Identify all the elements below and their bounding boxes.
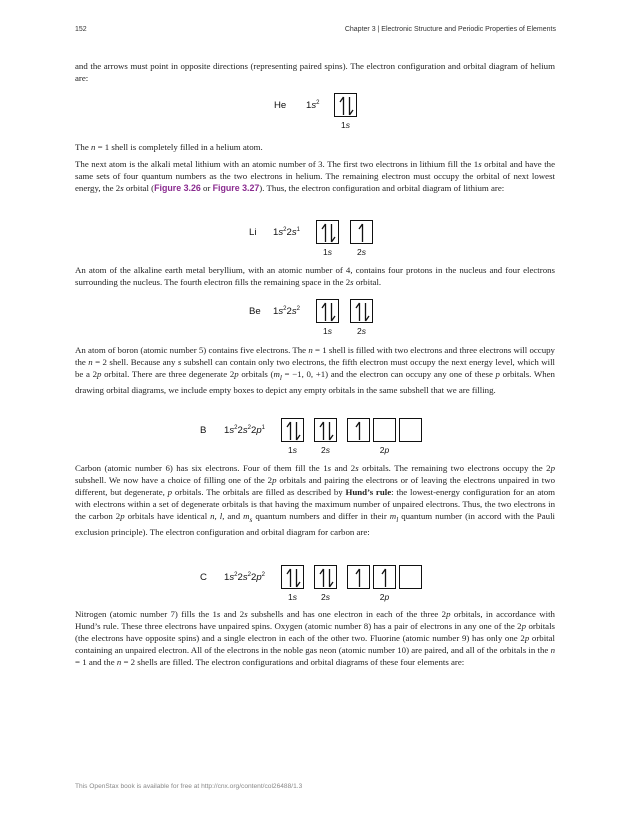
paragraph-beryllium: An atom of the alkaline earth metal beryllium, with an atomic number of 4, contains four protons in the nucleus and four electrons surrounding the nucleus. The fourth electron fills the remaining space in the 2s orbital. (75, 265, 555, 288)
electron-configuration: $1s^2$ (306, 100, 320, 112)
element-symbol: C (200, 572, 207, 583)
orbital-box-single (350, 220, 373, 244)
orbital-box-empty (399, 418, 422, 442)
orbital-diagram-boron (0, 418, 630, 458)
subshell-label: 2s (321, 592, 330, 602)
orbital-box-empty (373, 418, 396, 442)
orbital-diagram-beryllium (0, 299, 630, 339)
orbital-diagram-carbon (0, 565, 630, 605)
orbital-box-single (373, 565, 396, 589)
paragraph-carbon: Carbon (atomic number 6) has six electrons. Four of them fill the 1s and 2s orbitals. The remaining two electrons occupy the 2p subshell. We now have a choice of filling one of the 2p orbitals and pairing the electrons or of leaving the electrons unpaired in two different, but degenerate, p orbitals. The orbitals are filled as described by Hund’s rule: the lowest-energy configuration for an atom with electrons within a set of degenerate orbitals is that having the maximum number of unpaired electrons. Thus, the two electrons in the carbon 2p orbitals have identical n, l, and $m_s$ quantum numbers and differ in their $m_l$ quantum number (in accord with the Pauli exclusion principle). The electron configuration and orbital diagram for carbon are: (75, 463, 556, 538)
link-figure-3-26[interactable]: Figure 3.26 (154, 183, 201, 194)
footer-note: This OpenStax book is available for free at http://cnx.org/content/col26488/1.3 (75, 783, 303, 790)
chapter-title: Chapter 3 | Electronic Structure and Periodic Properties of Elements (344, 26, 556, 33)
subshell-label: 2p (379, 445, 390, 455)
paragraph-nitrogen-to-neon: Nitrogen (atomic number 7) fills the 1s and 2s subshells and has one electron in each of the three 2p orbitals, in accordance with Hund’s rule. These three electrons have unpaired spins. Oxygen (atomic number 8) has a pair of electrons in any one of the 2p orbitals (the electrons have opposite spins) and a single electron in each of the other two. Fluorine (atomic number 9) has only one 2p orbital containing an unpaired electron. All of the electrons in the noble gas neon (atomic number 10) are paired, and all of the orbitals in the n = 1 and the n = 2 shells are filled. The electron configurations and orbital diagrams of these four elements are: (75, 609, 556, 668)
orbital-box-paired (334, 93, 357, 117)
subshell-label: 1s (323, 326, 332, 336)
element-symbol: Li (249, 227, 257, 238)
electron-configuration: $1s^22s^22p^2$ (224, 572, 265, 584)
orbital-box-empty (399, 565, 422, 589)
element-symbol: He (274, 100, 287, 111)
subshell-label: 1s (288, 592, 297, 602)
electron-configuration: $1s^22s^1$ (273, 227, 300, 239)
electron-configuration: $1s^22s^2$ (273, 306, 300, 318)
paragraph-helium-intro: and the arrows must point in opposite directions (representing paired spins). The electron configuration and orbital diagram of helium are: (75, 61, 555, 84)
subshell-label: 2s (321, 445, 330, 455)
link-figure-3-27[interactable]: Figure 3.27 (212, 183, 260, 194)
element-symbol: B (200, 425, 207, 436)
subshell-label: 1s (341, 120, 350, 130)
page-number: 152 (75, 26, 87, 33)
orbital-box-paired (316, 220, 339, 244)
term-hunds-rule: Hund’s rule (345, 487, 392, 498)
orbital-box-paired (350, 299, 373, 323)
paragraph-lithium: The next atom is the alkali metal lithium with an atomic number of 3. The first two electrons in lithium fill the 1s orbital and have the same sets of four quantum numbers as the two electrons in helium. The remaining electron must occupy the orbital of next lowest energy, the 2s orbital (Figure 3.26 or Figure 3.27). Thus, the electron configuration and orbital diagram of lithium are: (75, 159, 556, 194)
orbital-box-single (347, 565, 370, 589)
orbital-box-paired (281, 565, 304, 589)
paragraph-helium-shell: The n = 1 shell is completely filled in a helium atom. (75, 142, 263, 152)
subshell-label: 2p (379, 592, 390, 602)
paragraph-boron: An atom of boron (atomic number 5) contains five electrons. The n = 1 shell is filled with two electrons and three electrons will occupy the n = 2 shell. Because any s subshell can contain only two electrons, the fifth electron must occupy the next energy level, which will be a 2p orbital. There are three degenerate 2p orbitals ($m_l = -1$, 0, +1) and the electron can occupy any one of these p orbitals. When drawing orbital diagrams, we include empty boxes to depict any empty orbitals in the same subshell that we are filling. (75, 345, 555, 396)
orbital-box-paired (314, 418, 337, 442)
orbital-box-single (347, 418, 370, 442)
electron-configuration: $1s^22s^22p^1$ (224, 425, 265, 437)
orbital-diagram-helium (0, 93, 630, 133)
subshell-label: 2s (357, 247, 366, 257)
orbital-box-paired (316, 299, 339, 323)
orbital-box-paired (314, 565, 337, 589)
orbital-diagram-lithium (0, 220, 630, 260)
subshell-label: 1s (288, 445, 297, 455)
element-symbol: Be (249, 306, 261, 317)
subshell-label: 1s (323, 247, 332, 257)
subshell-label: 2s (357, 326, 366, 336)
orbital-box-paired (281, 418, 304, 442)
